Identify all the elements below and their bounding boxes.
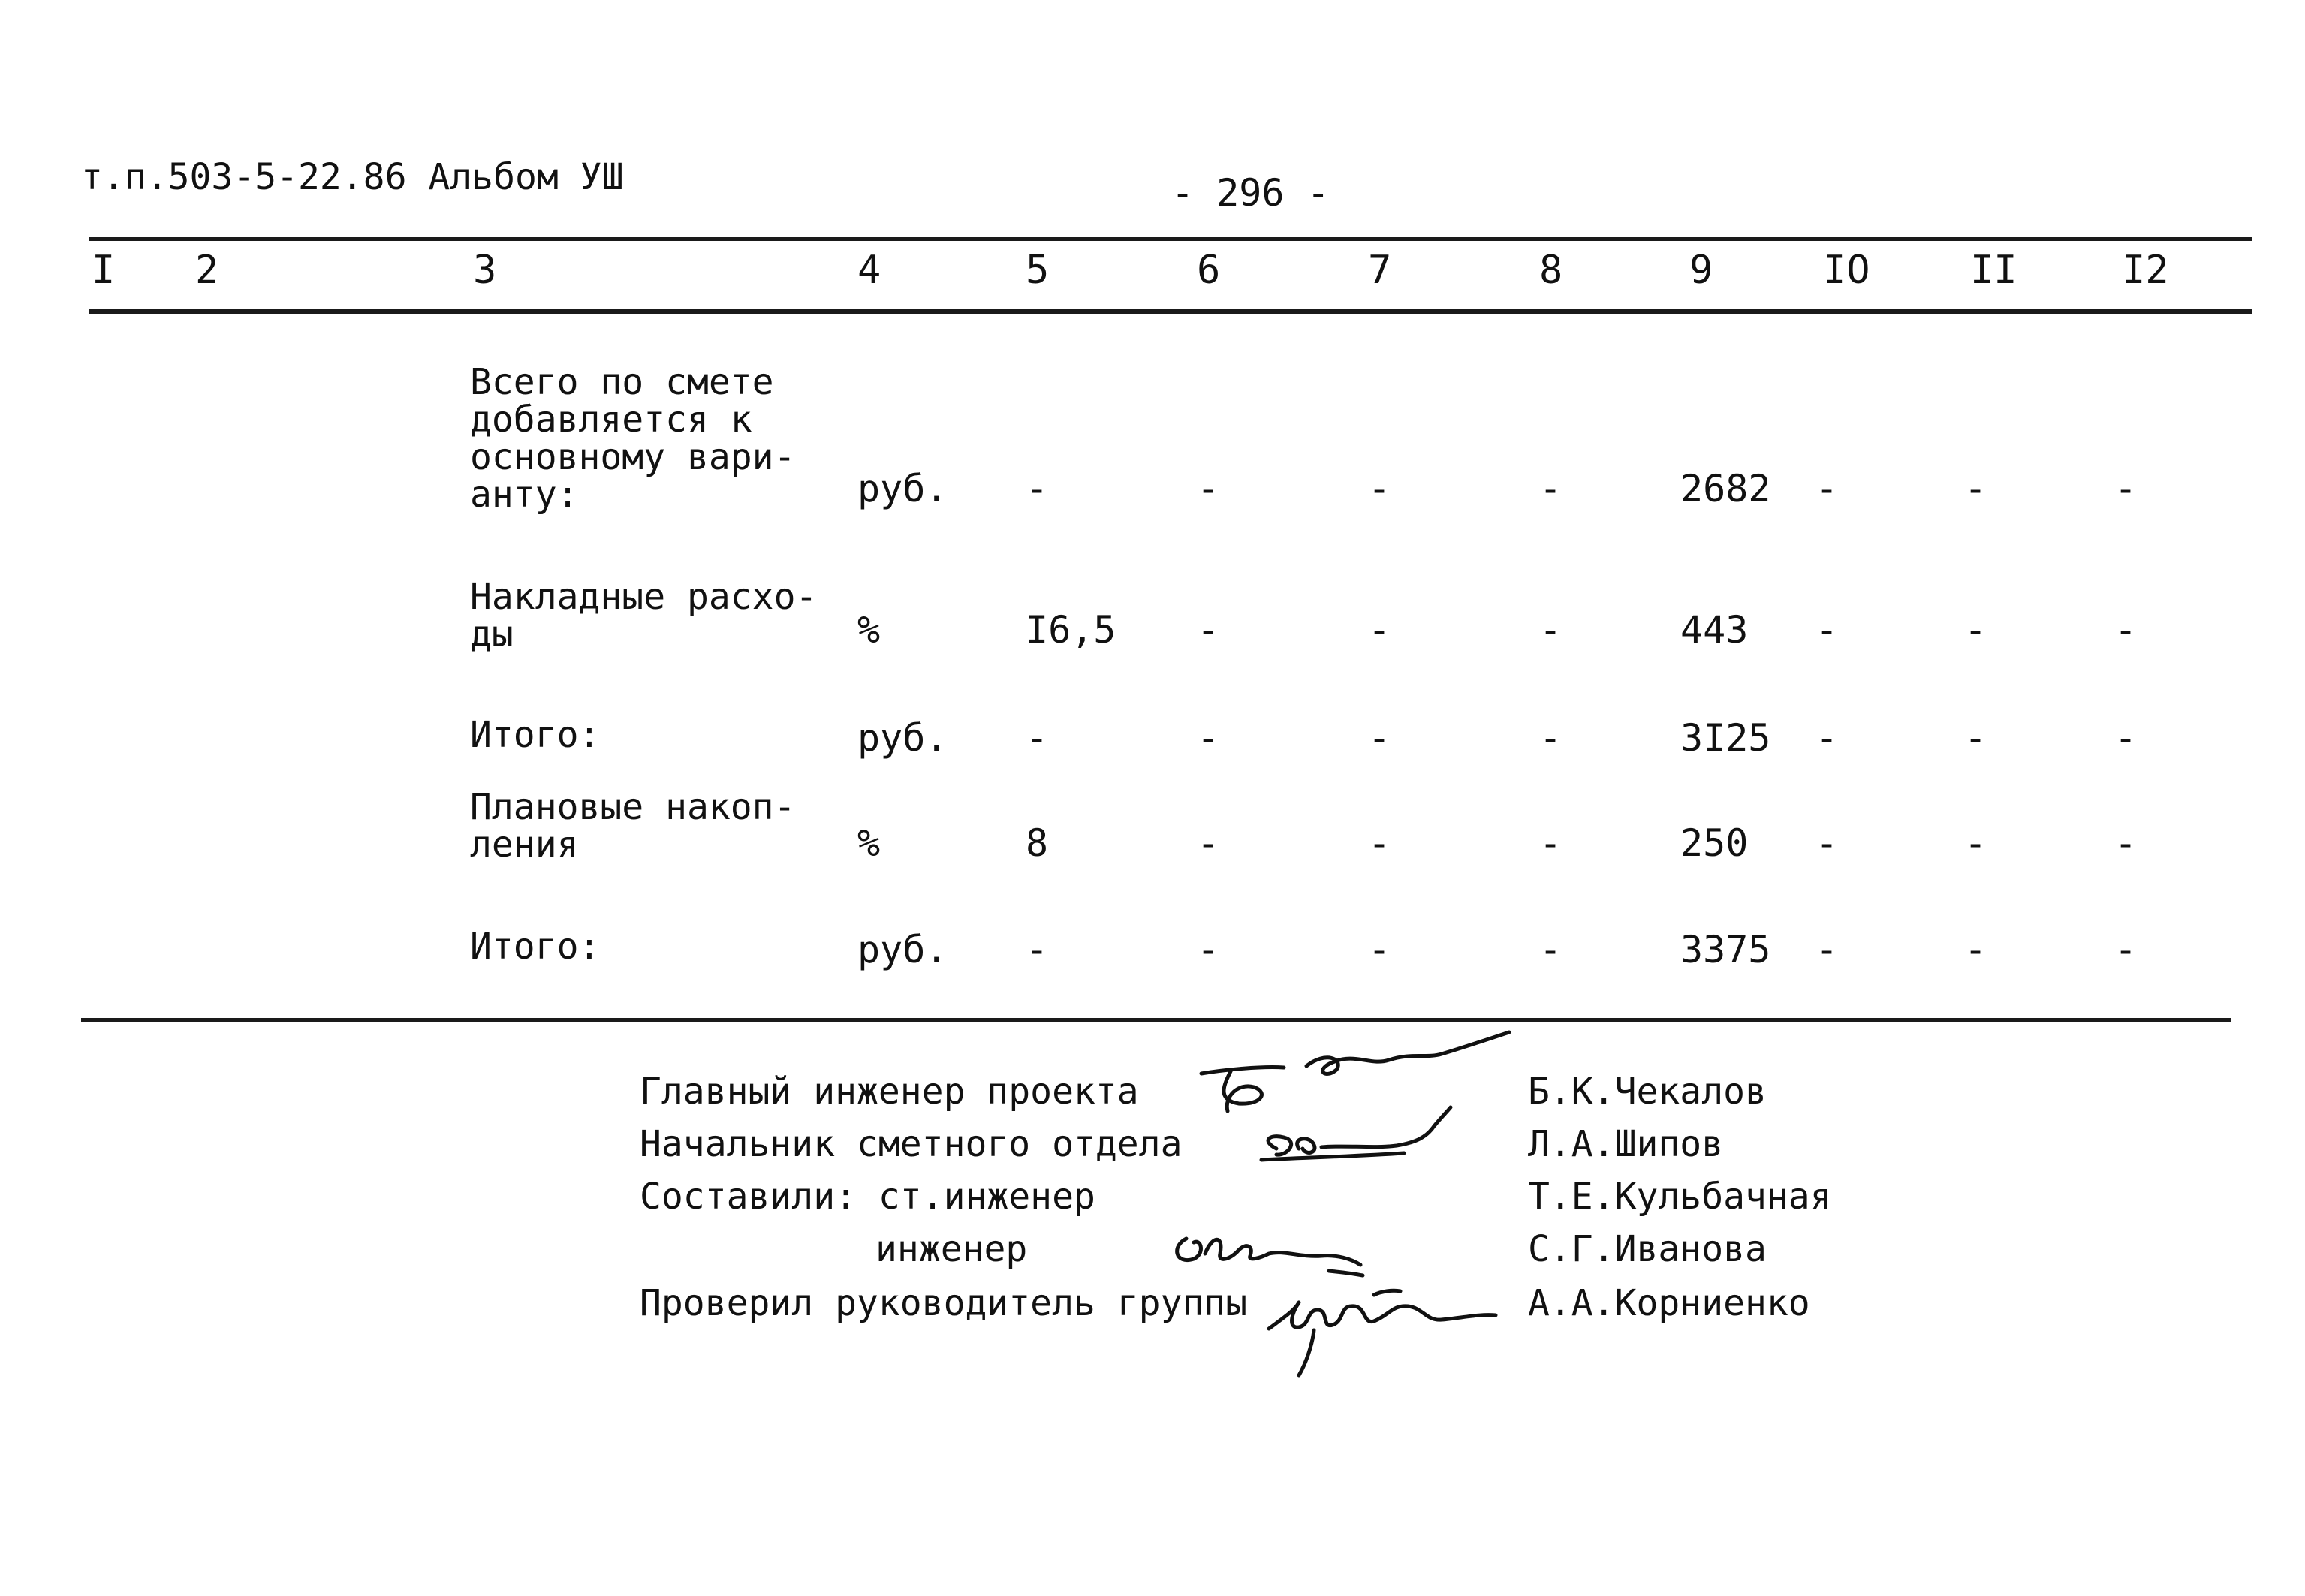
cell-col11: - [1964,467,1987,510]
row-unit: % [857,608,881,652]
column-header: 4 [857,248,881,293]
signature-role: Главный инженер проекта [640,1071,1139,1113]
document-reference: т.п.503-5-22.86 Альбом УШ [81,156,624,198]
signatory-name: Б.К.Чекалов [1528,1071,1767,1113]
cell-col11: - [1964,821,1987,865]
cell-col10: - [1815,821,1839,865]
signatory-name: Л.А.Шипов [1528,1123,1724,1165]
cell-col8: - [1539,716,1562,760]
cell-col11: - [1964,928,1987,971]
row-label: Итого: [470,714,601,756]
column-header: I2 [2122,248,2169,293]
handwritten-signature [1254,1104,1479,1186]
page-number: - 296 - [1171,171,1330,215]
table-header-rule [89,309,2252,314]
cell-col9: 443 [1680,608,1749,652]
cell-col5: I6,5 [1026,608,1116,652]
cell-col5: - [1026,928,1049,971]
cell-col10: - [1815,928,1839,971]
cell-col6: - [1197,928,1220,971]
row-unit: руб. [857,716,948,760]
signature-role: Начальник сметного отдела [640,1123,1183,1165]
row-unit: % [857,821,881,865]
cell-col9: 3I25 [1680,716,1771,760]
column-header: 8 [1539,248,1563,293]
cell-col6: - [1197,467,1220,510]
cell-col8: - [1539,821,1562,865]
cell-col10: - [1815,716,1839,760]
column-header: 5 [1026,248,1050,293]
cell-col7: - [1368,608,1391,652]
cell-col7: - [1368,716,1391,760]
row-label: Итого: [470,926,601,968]
cell-col6: - [1197,608,1220,652]
cell-col7: - [1368,821,1391,865]
cell-col5: 8 [1026,821,1049,865]
column-header: 6 [1197,248,1221,293]
cell-col10: - [1815,608,1839,652]
row-label: Плановые накоп-ления [470,786,796,866]
signatory-name: С.Г.Иванова [1528,1228,1767,1270]
handwritten-signature [1261,1269,1502,1381]
cell-col11: - [1964,608,1987,652]
row-unit: руб. [857,928,948,971]
cell-col12: - [2114,928,2138,971]
table-top-rule [89,237,2252,241]
column-header: I [92,248,116,293]
cell-col5: - [1026,716,1049,760]
cell-col12: - [2114,608,2138,652]
signature-role: инженер [875,1228,1028,1270]
cell-col8: - [1539,608,1562,652]
cell-col12: - [2114,467,2138,510]
cell-col10: - [1815,467,1839,510]
row-label: Накладные расхо-ды [470,576,818,655]
column-header: 9 [1689,248,1713,293]
cell-col12: - [2114,821,2138,865]
cell-col9: 2682 [1680,467,1771,510]
signature-role: Составили: ст.инженер [640,1176,1095,1218]
column-header: 7 [1368,248,1392,293]
cell-col8: - [1539,467,1562,510]
cell-col12: - [2114,716,2138,760]
cell-col9: 250 [1680,821,1749,865]
column-header: II [1970,248,2017,293]
cell-col7: - [1368,928,1391,971]
column-header: 2 [195,248,219,293]
cell-col11: - [1964,716,1987,760]
signature-role: Проверил руководитель группы [640,1282,1248,1324]
signatory-name: А.А.Корниенко [1528,1282,1810,1324]
signatory-name: Т.Е.Кульбачная [1528,1176,1832,1218]
row-unit: руб. [857,467,948,510]
row-label: Всего по смете добавляется к основному вари-анту: [470,361,796,516]
column-header: 3 [473,248,497,293]
cell-col6: - [1197,821,1220,865]
cell-col5: - [1026,467,1049,510]
column-header: IO [1823,248,1870,293]
table-bottom-rule [81,1018,2231,1022]
cell-col9: 3375 [1680,928,1771,971]
cell-col7: - [1368,467,1391,510]
cell-col8: - [1539,928,1562,971]
cell-col6: - [1197,716,1220,760]
